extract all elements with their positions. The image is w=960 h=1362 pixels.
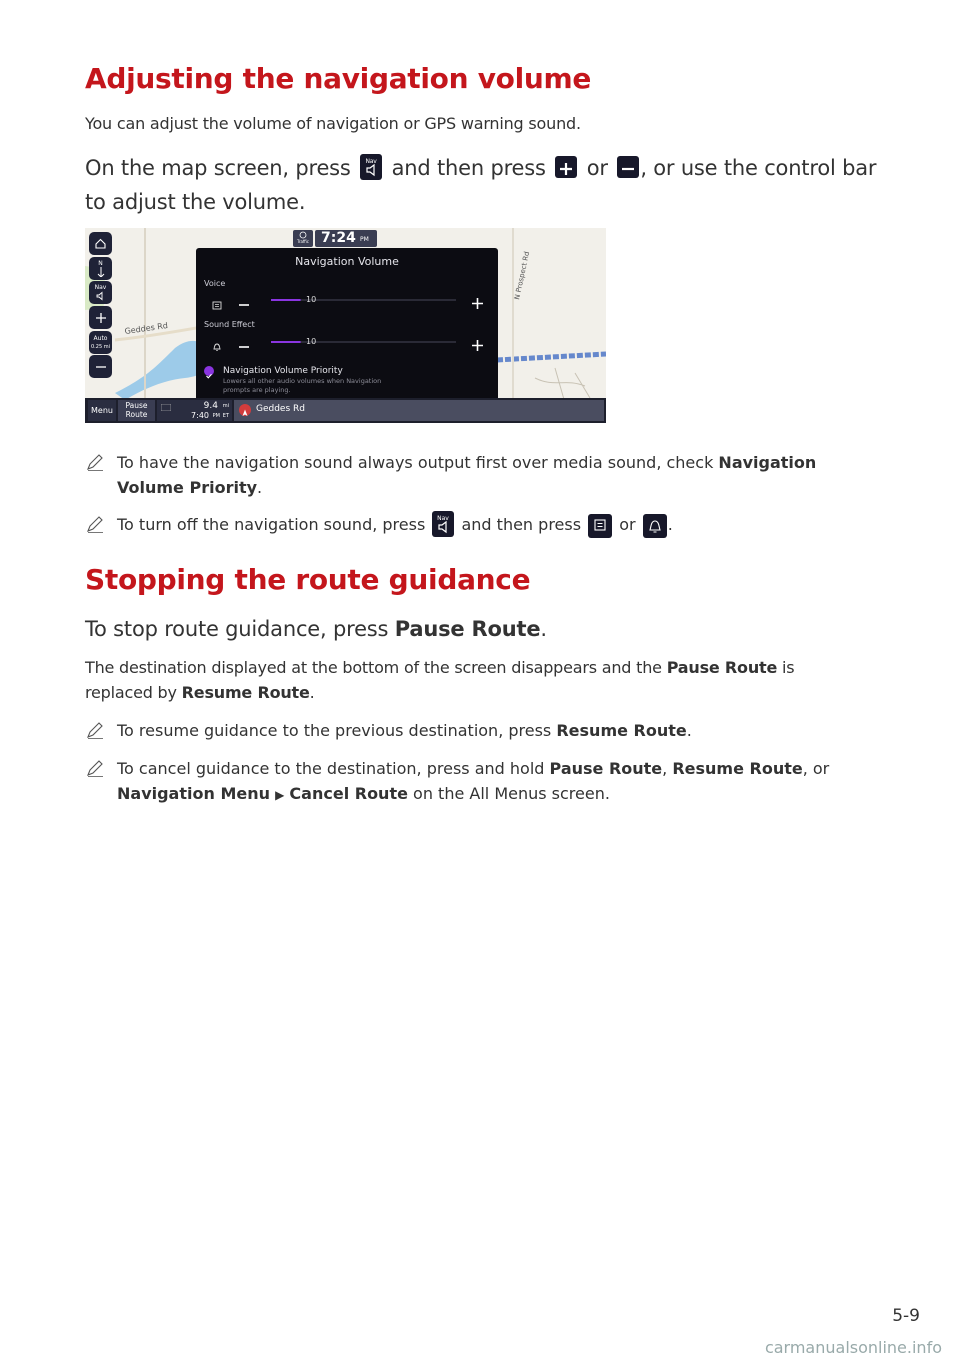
instruction-text: to adjust the volume. — [85, 190, 306, 214]
destination-bar[interactable] — [234, 400, 604, 421]
destination-name: Geddes Rd — [256, 404, 305, 414]
remaining-distance: 9.4 — [203, 401, 218, 411]
navigation-volume-panel — [196, 248, 498, 401]
route-icon — [161, 404, 171, 411]
instruction-text: , or use the control bar — [640, 156, 877, 180]
zoom-out-button[interactable] — [89, 355, 112, 378]
nav-volume-label: Nav — [94, 284, 107, 291]
sound-effect-slider[interactable] — [271, 336, 456, 348]
section-heading-volume: Adjusting the navigation volume — [85, 62, 592, 95]
intro-text: You can adjust the volume of navigation or GPS warning sound. — [85, 114, 581, 133]
destination-direction-icon — [239, 404, 251, 416]
trip-info[interactable] — [157, 400, 232, 421]
clock-time: 7:24 — [321, 230, 356, 246]
instruction-text: and then press — [391, 156, 546, 180]
eta-time: 7:40 — [191, 411, 209, 420]
map-scale-label: 0.25 mi — [91, 343, 110, 350]
plus-icon — [472, 340, 483, 351]
speaker-icon — [96, 291, 106, 301]
bottom-bar — [85, 398, 606, 423]
panel-title: Navigation Volume — [295, 255, 399, 268]
minus-icon — [239, 300, 249, 310]
compass-button[interactable] — [89, 257, 112, 280]
note-navigation-priority: To have the navigation sound always output first over media sound, check Navigation Volume Priority. — [85, 450, 875, 500]
voice-decrease-button[interactable] — [239, 295, 249, 314]
bell-icon — [212, 342, 222, 352]
priority-description: Lowers all other audio volumes when Navigation prompts are playing. — [223, 377, 382, 394]
voice-guidance-icon — [212, 301, 222, 311]
map-road-label: N Prospect Rd — [513, 250, 532, 301]
compass-north-label: N — [98, 259, 103, 267]
instruction-text: On the map screen, press — [85, 156, 351, 180]
minus-icon — [617, 156, 639, 178]
auto-zoom-button[interactable] — [89, 331, 112, 354]
sound-effect-increase-button[interactable] — [472, 336, 483, 355]
stop-description: The destination displayed at the bottom of the screen disappears and the Pause Route is replaced by Resume Route. — [85, 658, 795, 702]
clock-ampm: PM — [360, 236, 369, 243]
note-turn-off-sound: To turn off the navigation sound, press Nav and then press or . — [85, 512, 875, 539]
plus-icon — [472, 298, 483, 309]
clock-display — [315, 230, 377, 247]
note-pencil-icon — [85, 720, 105, 740]
nav-volume-button[interactable] — [89, 281, 112, 304]
instruction-text: or — [586, 156, 608, 180]
check-icon — [204, 371, 214, 381]
traffic-button[interactable] — [293, 230, 313, 247]
traffic-label: Traffic — [296, 239, 310, 244]
menu-button[interactable]: Menu — [88, 400, 116, 421]
bell-icon — [643, 514, 667, 538]
stop-instruction: To stop route guidance, press Pause Route. — [85, 617, 547, 641]
note-resume-route: To resume guidance to the previous destination, press Resume Route. — [85, 718, 875, 743]
voice-increase-button[interactable] — [472, 294, 483, 313]
voice-label: Voice — [204, 279, 226, 288]
pause-route-button[interactable]: Pause Route — [118, 400, 155, 421]
map-road-label: Geddes Rd — [124, 321, 169, 336]
eta-timezone: ET — [222, 413, 229, 419]
auto-zoom-label: Auto — [93, 334, 108, 342]
nav-volume-icon — [360, 154, 382, 180]
page-number: 5-9 — [892, 1306, 920, 1326]
sound-effect-label: Sound Effect — [204, 320, 255, 329]
note-cancel-route: To cancel guidance to the destination, press and hold Pause Route, Resume Route, or Navigation Menu ▶ Cancel Route on the All Menus screen. — [85, 756, 875, 808]
voice-guidance-icon — [588, 514, 612, 538]
priority-checkbox[interactable] — [204, 366, 214, 376]
footer-watermark: carmanualsonline.info — [764, 1338, 942, 1357]
navigation-screen — [85, 228, 606, 423]
distance-unit: mi — [222, 403, 229, 409]
nav-icon-label: Nav — [365, 158, 377, 165]
eta-ampm: PM — [212, 413, 220, 419]
voice-mute-button[interactable] — [212, 296, 222, 315]
instruction-paragraph — [85, 151, 885, 219]
home-button[interactable] — [89, 232, 112, 255]
sound-effect-slider-fill — [271, 341, 301, 343]
zoom-in-button[interactable] — [89, 306, 112, 329]
nav-icon-label: Nav — [437, 514, 450, 522]
menu-arrow-icon: ▶ — [275, 788, 285, 802]
voice-slider-fill — [271, 299, 301, 301]
plus-icon — [555, 156, 577, 178]
voice-value: 10 — [306, 295, 317, 304]
sound-effect-decrease-button[interactable] — [239, 337, 249, 356]
traffic-icon — [298, 231, 308, 239]
priority-label: Navigation Volume Priority — [223, 366, 343, 376]
nav-volume-icon — [432, 511, 454, 537]
section-heading-stop-guidance: Stopping the route guidance — [85, 563, 531, 596]
minus-icon — [239, 342, 249, 352]
note-pencil-icon — [85, 514, 105, 534]
note-pencil-icon — [85, 758, 105, 778]
voice-slider[interactable] — [271, 294, 456, 306]
note-pencil-icon — [85, 452, 105, 472]
sound-effect-mute-button[interactable] — [212, 337, 222, 356]
compass-arrow-icon — [97, 267, 105, 277]
sound-effect-value: 10 — [306, 337, 317, 346]
